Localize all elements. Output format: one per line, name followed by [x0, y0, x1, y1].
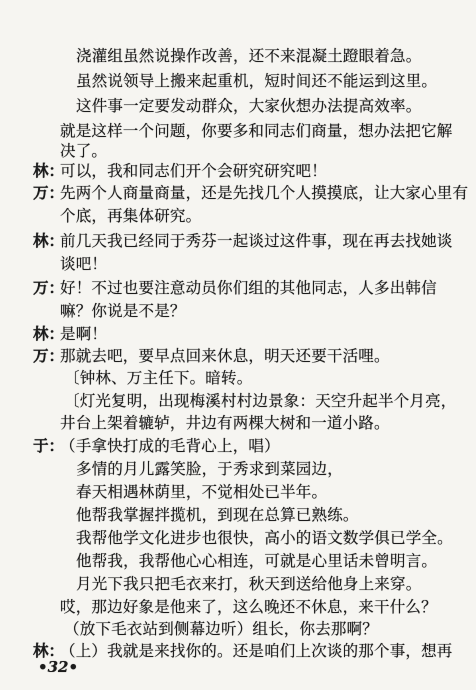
dialogue-line: 好！不过也要注意动员你们组的其他同志，人多出韩信 — [60, 279, 437, 297]
verse-line: 浇灌组虽然说操作改善，还不来混凝土蹬眼着急。 — [76, 47, 422, 65]
speaker-wan: 万： — [33, 278, 65, 297]
speaker-lin: 林： — [33, 161, 65, 180]
speaker-lin: 林： — [33, 324, 65, 343]
dialogue-line: （上）我就是来找你的。还是咱们上次谈的那个事，想再 — [60, 642, 453, 660]
speaker-yu: 于： — [33, 436, 65, 455]
song-line: 我帮他学文化进步也很快，高小的语文数学俱已学全。 — [76, 529, 453, 547]
stage-direction: （手拿快打成的毛背心上，唱） — [60, 437, 280, 455]
speaker-lin: 林： — [33, 641, 65, 660]
dialogue-line: 先两个人商量商量，还是先找几个人摸摸底，让大家心里有 — [60, 184, 469, 202]
song-line: 春天相遇林荫里，不觉相处已半年。 — [76, 483, 328, 501]
dialogue-line: 谈吧！ — [60, 255, 108, 273]
verse-line: 决了。 — [60, 142, 108, 160]
song-line: 月光下我只把毛衣来打，秋天到送给他身上来穿。 — [76, 575, 422, 593]
dialogue-line: 那就去吧，要早点回来休息，明天还要干活哩。 — [60, 347, 390, 365]
speaker-wan: 万： — [33, 183, 65, 202]
dialogue-line: 哎，那边好象是他来了，这么晚还不休息，来干什么？ — [60, 598, 437, 616]
dialogue-line: 是啊！ — [60, 325, 108, 343]
speaker-lin: 林： — [33, 231, 65, 250]
verse-line: 虽然说领导上搬来起重机，短时间还不能运到这里。 — [76, 72, 438, 90]
song-line: 他帮我掌握拌揽机，到现在总算已熟练。 — [76, 506, 359, 524]
speaker-wan: 万： — [33, 346, 65, 365]
stage-direction: 井台上架着辘轳，井边有两棵大树和一道小路。 — [60, 414, 390, 432]
dialogue-line: 可以，我和同志们开个会研究研究吧！ — [60, 162, 327, 180]
stage-direction: （放下毛衣站到侧幕边听）组长，你去那啊？ — [64, 620, 379, 638]
song-line: 他帮我，我帮他心心相连，可就是心里话未曾明言。 — [76, 552, 438, 570]
verse-line: 就是这样一个问题，你要多和同志们商量，想办法把它解 — [60, 122, 453, 140]
dialogue-line: 嘛？你说是不是？ — [60, 302, 186, 320]
verse-line: 这件事一定要发动群众，大家伙想办法提高效率。 — [76, 97, 422, 115]
dialogue-line: 前几天我已经同于秀芬一起谈过这件事，现在再去找她谈 — [60, 232, 453, 250]
song-line: 多情的月儿露笑脸，于秀求到菜园边， — [76, 460, 343, 478]
dialogue-line: 个底，再集体研究。 — [60, 207, 202, 225]
stage-direction: 〔钟林、万主任下。暗转。 — [64, 369, 253, 387]
page-number: •32• — [38, 658, 79, 676]
stage-direction: 〔灯光复明，出现梅溪村村边景象：天空升起半个月亮， — [64, 392, 457, 410]
